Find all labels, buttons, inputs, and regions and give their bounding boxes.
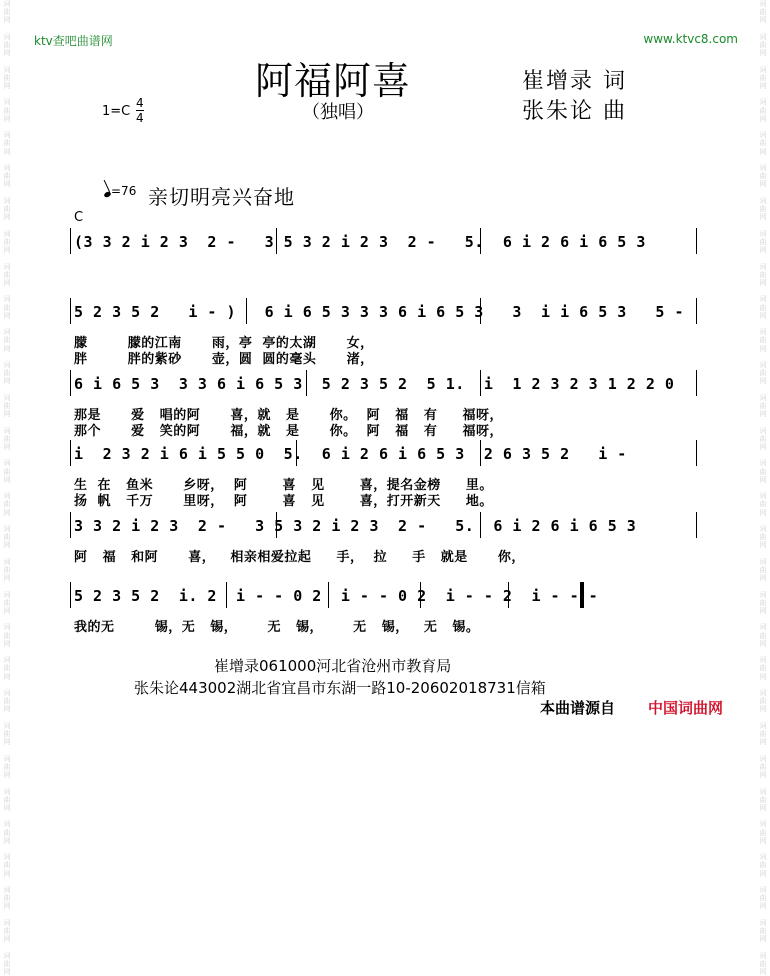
notation-line	[70, 512, 696, 540]
barline	[70, 512, 71, 538]
lyric-line: 生 在 鱼米 乡呀， 阿 喜 见 喜，提名金榜 里。	[74, 478, 493, 493]
note-row: i 2 3 2 i 6 i 5 5 0 5. 6 i 2 6 i 6 5 3 2 6 3 5 2 i -	[74, 445, 627, 463]
barline	[696, 298, 697, 324]
chord-symbol: C	[74, 210, 84, 225]
note-row: 5 2 3 5 2 i - ) 6 i 6 5 3 3 3 6 i 6 5 3 3 i i 6 5 3 5 -	[74, 303, 684, 321]
notation-line	[70, 440, 696, 468]
barline	[696, 228, 697, 254]
tempo-marking	[104, 184, 136, 198]
note-row: (3 3 2 i 2 3 2 - 3 5 3 2 i 2 3 2 - 5. 6 i 2 6 i 6 5 3	[74, 233, 646, 251]
barline	[696, 370, 697, 396]
notation-line	[70, 370, 696, 398]
note-row: 5 2 3 5 2 i. 2 i - - 0 2 i - - 0 2 i - - 2 i - - -	[74, 587, 599, 605]
tempo-value: =76	[111, 184, 137, 198]
watermark-left: 词 曲 网 词 曲 网 词 曲 网 词 曲 网 词 曲 网 词 曲 网 词 曲 网 词 曲 网 词 曲 网 词 曲 网 词 曲 网 词 曲 网 词 曲 网 词 曲 网 词 曲 网 词 曲 网 词 曲 网 词 曲 网 词 曲 网 词 曲 网 词 曲 网 词 曲 网 词 曲 网 词 曲 网 词 曲 网 词 曲 网 词 曲 网 词 曲 网 词 曲 网 词 曲 网	[3, 0, 11, 976]
notation-line	[70, 228, 696, 256]
lyric-line: 我的无 锡，无 锡， 无 锡， 无 锡， 无 锡。	[74, 620, 480, 635]
notation-line	[70, 298, 696, 326]
notation-line	[70, 582, 696, 610]
time-signature	[136, 96, 144, 125]
barline	[696, 440, 697, 466]
lyric-line: 阿 福 和阿 喜， 相亲相爱拉起 手， 拉 手 就是 你，	[74, 550, 525, 565]
site-url-right[interactable]: www.ktvc8.com	[643, 32, 738, 46]
barline	[70, 582, 71, 608]
lyric-line: 胖 胖的紫砂 壶，圆 圆的毫头 渚，	[74, 352, 374, 367]
expression-marking: 亲切明亮兴奋地	[148, 185, 295, 209]
barline	[70, 370, 71, 396]
source-label: 本曲谱源自	[540, 699, 616, 717]
lyric-line: 扬 帆 千万 里呀， 阿 喜 见 喜，打开新天 地。	[74, 494, 493, 509]
barline	[70, 228, 71, 254]
time-signature-bottom: 4	[136, 111, 144, 125]
note-row: 3 3 2 i 2 3 2 - 3 5 3 2 i 2 3 2 - 5. 6 i 2 6 i 6 5 3	[74, 517, 637, 535]
lyric-line: 朦 朦的江南 雨，亭 亭的太湖 女，	[74, 336, 374, 351]
lyric-line: 那个 爱 笑的阿 福，就 是 你。 阿 福 有 福呀，	[74, 424, 503, 439]
song-subtitle: （独唱）	[302, 102, 374, 123]
barline	[696, 512, 697, 538]
source-site-link[interactable]: 中国词曲网	[648, 699, 724, 717]
lyricist-credit: 崔增录 词	[522, 69, 627, 94]
footer-line-1: 崔增录061000河北省沧州市教育局	[214, 657, 452, 675]
site-name-left[interactable]: ktv查吧曲谱网	[34, 34, 113, 48]
footer-line-2: 张朱论443002湖北省宜昌市东湖一路10-20602018731信箱	[134, 679, 546, 697]
note-row: 6 i 6 5 3 3 3 6 i 6 5 3 5 2 3 5 2 5 1. i 1 2 3 2 3 1 2 2 0	[74, 375, 675, 393]
barline	[70, 298, 71, 324]
key-signature: 1=C	[102, 104, 131, 119]
watermark-right: 词 曲 网 词 曲 网 词 曲 网 词 曲 网 词 曲 网 词 曲 网 词 曲 网 词 曲 网 词 曲 网 词 曲 网 词 曲 网 词 曲 网 词 曲 网 词 曲 网 词 曲 网 词 曲 网 词 曲 网 词 曲 网 词 曲 网 词 曲 网 词 曲 网 词 曲 网 词 曲 网 词 曲 网 词 曲 网 词 曲 网 词 曲 网 词 曲 网 词 曲 网 词 曲 网	[759, 0, 767, 976]
lyric-line: 那是 爱 唱的阿 喜，就 是 你。 阿 福 有 福呀，	[74, 408, 503, 423]
song-title: 阿福阿喜	[255, 59, 412, 103]
barline	[70, 440, 71, 466]
time-signature-top: 4	[136, 96, 144, 110]
composer-credit: 张朱论 曲	[522, 99, 627, 124]
